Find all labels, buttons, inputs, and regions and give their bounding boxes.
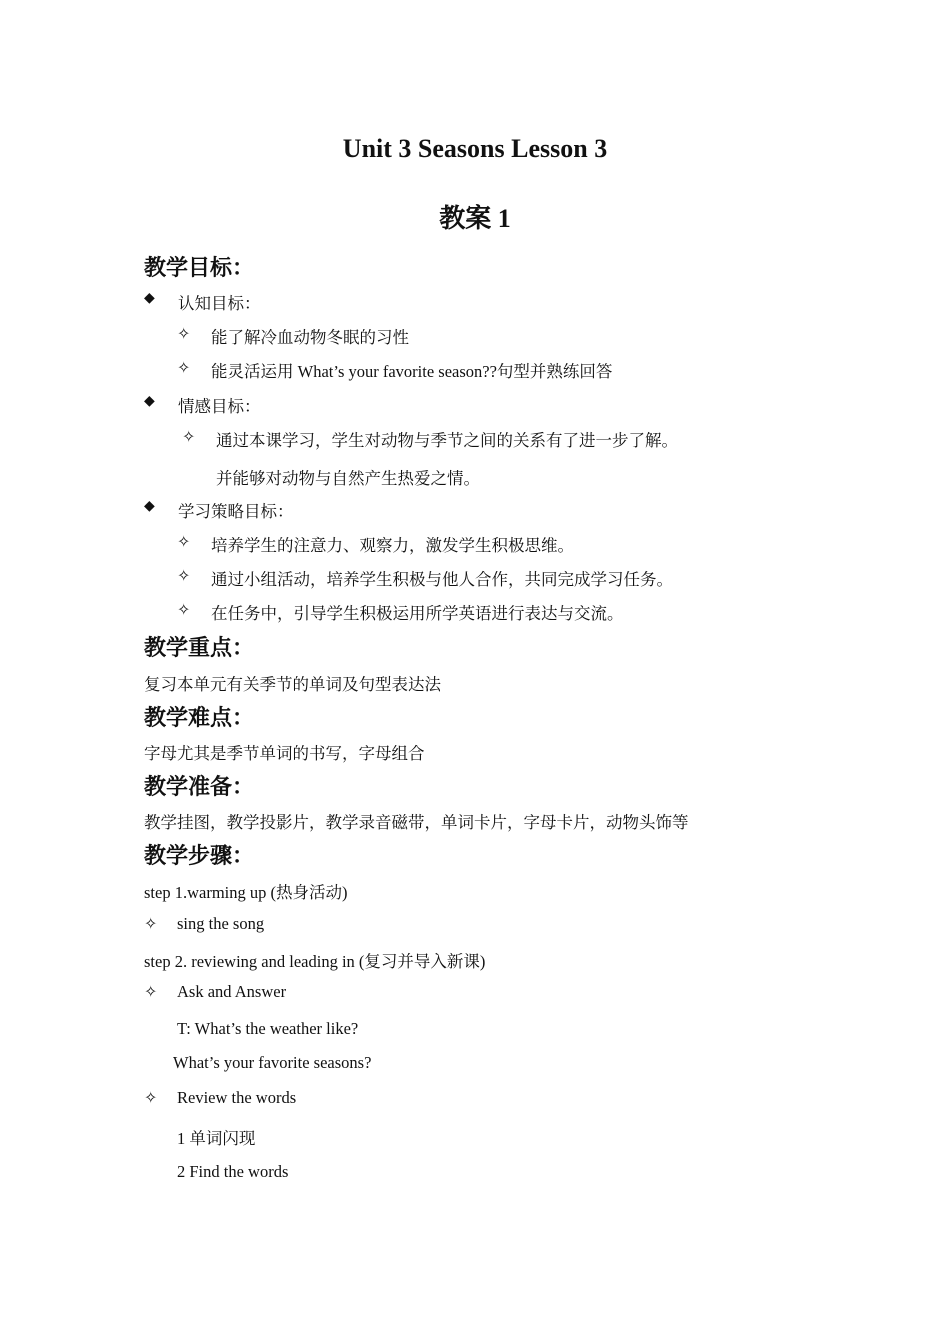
list-item: 通过小组活动，培养学生积极与他人合作，共同完成学习任务。 — [211, 570, 673, 589]
dialogue-line: What’s your favorite seasons? — [173, 1053, 372, 1072]
list-item: 能了解冷血动物冬眠的习性 — [211, 328, 409, 347]
hollow-star-icon: ✧ — [177, 360, 191, 377]
document-title: Unit 3 Seasons Lesson 3 — [342, 134, 608, 163]
strategy-objective-label: 学习策略目标： — [178, 502, 294, 521]
list-item: Review the words — [177, 1088, 297, 1107]
list-item: 培养学生的注意力、观察力，激发学生积极思维。 — [211, 536, 574, 555]
steps-heading: 教学步骤： — [144, 844, 255, 869]
solid-diamond-icon: ◆ — [144, 394, 155, 409]
hollow-star-icon: ✧ — [177, 568, 191, 585]
hollow-star-icon: ✧ — [177, 602, 191, 619]
sub-item: 1 单词闪现 — [177, 1129, 256, 1148]
dialogue-line: T: What’s the weather like? — [177, 1019, 359, 1038]
list-item: 通过本课学习，学生对动物与季节之间的关系有了进一步了解。 — [216, 431, 678, 450]
hollow-star-icon: ✧ — [177, 326, 191, 343]
preparation-heading: 教学准备： — [144, 775, 255, 800]
sub-item: 2 Find the words — [177, 1162, 289, 1181]
hollow-star-icon: ✧ — [144, 1090, 158, 1107]
list-item: sing the song — [177, 914, 265, 933]
difficulties-text: 字母尤其是季节单词的书写，字母组合 — [144, 744, 425, 763]
document-subtitle: 教案 1 — [439, 204, 511, 233]
key-points-heading: 教学重点： — [144, 636, 255, 661]
difficulties-heading: 教学难点： — [144, 706, 255, 731]
objectives-heading: 教学目标： — [144, 256, 255, 281]
solid-diamond-icon: ◆ — [144, 291, 155, 306]
list-item: 能灵活运用 What’s your favorite season??句型并熟练回答 — [211, 362, 613, 381]
cognitive-objective-label: 认知目标： — [178, 294, 261, 313]
list-item: 在任务中，引导学生积极运用所学英语进行表达与交流。 — [211, 604, 624, 623]
hollow-star-icon: ✧ — [144, 916, 158, 933]
hollow-star-icon: ✧ — [182, 429, 196, 446]
key-points-text: 复习本单元有关季节的单词及句型表达法 — [144, 675, 441, 694]
solid-diamond-icon: ◆ — [144, 499, 155, 514]
affective-objective-label: 情感目标： — [178, 397, 261, 416]
hollow-star-icon: ✧ — [144, 984, 158, 1001]
step-1-title: step 1.warming up (热身活动) — [144, 883, 348, 902]
list-item: Ask and Answer — [177, 982, 287, 1001]
hollow-star-icon: ✧ — [177, 534, 191, 551]
step-2-title: step 2. reviewing and leading in (复习并导入新课) — [144, 952, 486, 971]
list-item-continuation: 并能够对动物与自然产生热爱之情。 — [216, 469, 480, 488]
preparation-text: 教学挂图，教学投影片，教学录音磁带，单词卡片，字母卡片，动物头饰等 — [144, 813, 689, 832]
